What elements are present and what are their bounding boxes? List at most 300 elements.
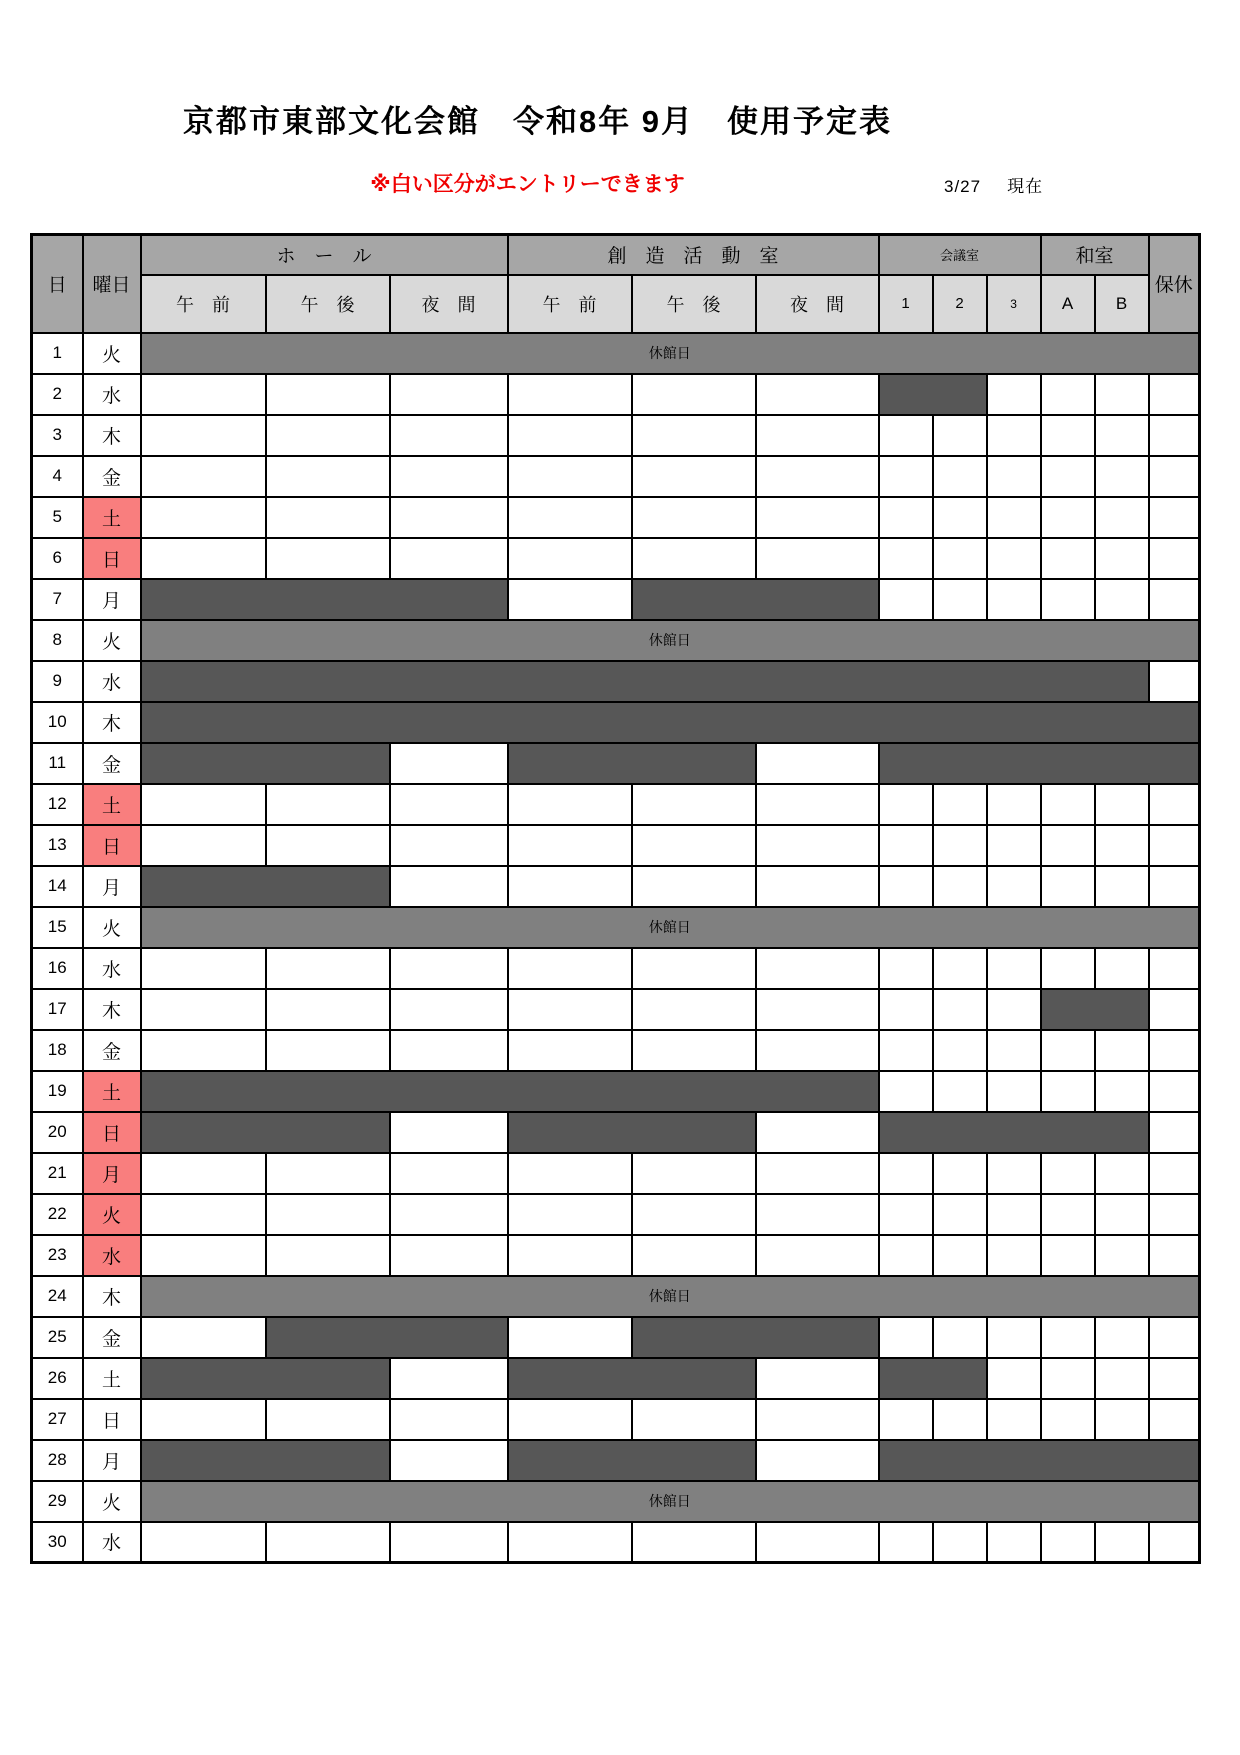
slot-cell-free-hall-pm[interactable] <box>266 538 390 579</box>
slot-cell-free-souzou-eve[interactable] <box>756 866 879 907</box>
as-of-date: 3/27 <box>944 177 982 196</box>
slot-cell-free-souzou-am[interactable] <box>508 1153 632 1194</box>
slot-cell-free-hall-eve[interactable] <box>390 784 508 825</box>
slot-cell-free-kaigi-3[interactable] <box>987 1194 1041 1235</box>
slot-cell-free-souzou-eve[interactable] <box>756 1522 879 1563</box>
slot-cell-free-hall-am[interactable] <box>141 948 266 989</box>
slot-cell-free-washitsu-b[interactable] <box>1095 825 1149 866</box>
slot-cell-free-kaigi-2[interactable] <box>933 825 987 866</box>
day-cell: 6 <box>32 538 83 579</box>
slot-cell-free-washitsu-a[interactable] <box>1041 1194 1095 1235</box>
slot-cell-free-hokyu[interactable] <box>1149 661 1200 702</box>
slot-cell-free-washitsu-b[interactable] <box>1095 415 1149 456</box>
slot-cell-free-souzou-am[interactable] <box>508 1522 632 1563</box>
slot-cell-free-hokyu[interactable] <box>1149 415 1200 456</box>
slot-cell-free-kaigi-1[interactable] <box>879 538 933 579</box>
table-row <box>32 1030 1200 1071</box>
slot-cell-free-souzou-am[interactable] <box>508 1235 632 1276</box>
page-title: 京都市東部文化会館 令和8年 9月 使用予定表 <box>182 104 893 139</box>
slot-cell-free-washitsu-b[interactable] <box>1095 579 1149 620</box>
slot-cell-free-hokyu[interactable] <box>1149 1112 1200 1153</box>
slot-cell-free-hall-eve[interactable] <box>390 1112 508 1153</box>
slot-cell-free-hokyu[interactable] <box>1149 1071 1200 1112</box>
slot-cell-free-hall-eve[interactable] <box>390 1030 508 1071</box>
slot-cell-free-souzou-pm[interactable] <box>632 1194 756 1235</box>
slot-cell-free-hokyu[interactable] <box>1149 1194 1200 1235</box>
slot-cell-free-souzou-eve[interactable] <box>756 415 879 456</box>
closed-day-cell: 休館日 <box>141 907 1200 948</box>
slot-cell-free-washitsu-a[interactable] <box>1041 1071 1095 1112</box>
slot-cell-free-hall-pm[interactable] <box>266 374 390 415</box>
table-row <box>32 415 1200 456</box>
slot-cell-free-souzou-am[interactable] <box>508 374 632 415</box>
slot-cell-free-souzou-pm[interactable] <box>632 866 756 907</box>
slot-cell-free-kaigi-1[interactable] <box>879 1153 933 1194</box>
weekday-cell: 水 <box>83 948 141 989</box>
slot-cell-free-hokyu[interactable] <box>1149 866 1200 907</box>
slot-cell-free-kaigi-1[interactable] <box>879 579 933 620</box>
slot-cell-free-kaigi-3[interactable] <box>987 1358 1041 1399</box>
weekday-cell: 土 <box>83 1071 141 1112</box>
slot-cell-free-hall-am[interactable] <box>141 1522 266 1563</box>
day-cell: 12 <box>32 784 83 825</box>
slot-cell-booked-washitsu-a <box>1041 989 1149 1030</box>
slot-cell-free-kaigi-3[interactable] <box>987 948 1041 989</box>
slot-cell-free-washitsu-a[interactable] <box>1041 415 1095 456</box>
slot-cell-free-kaigi-2[interactable] <box>933 538 987 579</box>
slot-cell-free-washitsu-b[interactable] <box>1095 1194 1149 1235</box>
slot-cell-free-souzou-pm[interactable] <box>632 948 756 989</box>
slot-cell-free-kaigi-3[interactable] <box>987 825 1041 866</box>
slot-cell-free-souzou-am[interactable] <box>508 1194 632 1235</box>
slot-cell-free-hall-eve[interactable] <box>390 415 508 456</box>
slot-cell-free-washitsu-a[interactable] <box>1041 784 1095 825</box>
column-header-day: 日 <box>32 235 83 333</box>
day-cell: 3 <box>32 415 83 456</box>
day-cell: 4 <box>32 456 83 497</box>
slot-cell-free-kaigi-1[interactable] <box>879 1399 933 1440</box>
slot-cell-free-souzou-eve[interactable] <box>756 497 879 538</box>
column-header-weekday: 曜日 <box>83 235 141 333</box>
slot-cell-free-hall-pm[interactable] <box>266 1194 390 1235</box>
weekday-cell: 火 <box>83 907 141 948</box>
day-cell: 22 <box>32 1194 83 1235</box>
slot-cell-free-hokyu[interactable] <box>1149 1153 1200 1194</box>
slot-cell-booked-hall-pm <box>266 1317 508 1358</box>
slot-cell-free-kaigi-1[interactable] <box>879 415 933 456</box>
slot-cell-free-kaigi-2[interactable] <box>933 497 987 538</box>
slot-cell-free-kaigi-3[interactable] <box>987 579 1041 620</box>
slot-cell-free-hall-am[interactable] <box>141 1399 266 1440</box>
slot-cell-free-souzou-eve[interactable] <box>756 743 879 784</box>
slot-cell-free-hall-eve[interactable] <box>390 1522 508 1563</box>
slot-cell-free-souzou-pm[interactable] <box>632 374 756 415</box>
slot-cell-free-hall-pm[interactable] <box>266 456 390 497</box>
slot-cell-free-kaigi-1[interactable] <box>879 1522 933 1563</box>
slot-cell-free-washitsu-a[interactable] <box>1041 538 1095 579</box>
day-cell: 19 <box>32 1071 83 1112</box>
slot-cell-free-hokyu[interactable] <box>1149 538 1200 579</box>
day-cell: 11 <box>32 743 83 784</box>
group-header-meeting-room: 会議室 <box>879 235 1041 275</box>
slot-cell-free-kaigi-3[interactable] <box>987 1071 1041 1112</box>
slot-cell-free-washitsu-a[interactable] <box>1041 1317 1095 1358</box>
slot-cell-free-hall-eve[interactable] <box>390 866 508 907</box>
slot-cell-free-kaigi-2[interactable] <box>933 1522 987 1563</box>
slot-cell-free-washitsu-b[interactable] <box>1095 948 1149 989</box>
slot-cell-free-kaigi-1[interactable] <box>879 1194 933 1235</box>
slot-cell-free-hall-eve[interactable] <box>390 1153 508 1194</box>
column-header-creative-pm: 午 後 <box>632 275 756 333</box>
slot-cell-free-souzou-am[interactable] <box>508 579 632 620</box>
slot-cell-booked-souzou-am <box>508 1440 756 1481</box>
slot-cell-free-hall-eve[interactable] <box>390 497 508 538</box>
slot-cell-free-hall-am[interactable] <box>141 1235 266 1276</box>
slot-cell-booked-souzou-pm <box>632 1317 879 1358</box>
table-row <box>32 743 1200 784</box>
slot-cell-free-kaigi-3[interactable] <box>987 866 1041 907</box>
table-row <box>32 1112 1200 1153</box>
slot-cell-free-kaigi-2[interactable] <box>933 456 987 497</box>
slot-cell-free-kaigi-1[interactable] <box>879 497 933 538</box>
slot-cell-free-kaigi-3[interactable] <box>987 1153 1041 1194</box>
slot-cell-booked-hall-am <box>141 1112 390 1153</box>
slot-cell-free-hall-am[interactable] <box>141 784 266 825</box>
weekday-cell: 土 <box>83 784 141 825</box>
slot-cell-free-souzou-pm[interactable] <box>632 989 756 1030</box>
entry-note: ※白い区分がエントリーできます <box>370 173 685 196</box>
weekday-cell: 火 <box>83 1481 141 1522</box>
slot-cell-free-washitsu-b[interactable] <box>1095 538 1149 579</box>
slot-cell-free-souzou-am[interactable] <box>508 784 632 825</box>
slot-cell-free-souzou-eve[interactable] <box>756 948 879 989</box>
weekday-cell: 金 <box>83 456 141 497</box>
slot-cell-free-kaigi-2[interactable] <box>933 948 987 989</box>
slot-cell-free-souzou-am[interactable] <box>508 415 632 456</box>
slot-cell-free-kaigi-3[interactable] <box>987 538 1041 579</box>
slot-cell-booked-souzou-am <box>508 1112 756 1153</box>
table-row <box>32 948 1200 989</box>
slot-cell-free-souzou-pm[interactable] <box>632 825 756 866</box>
slot-cell-booked-hall-am <box>141 1358 390 1399</box>
slot-cell-free-kaigi-2[interactable] <box>933 415 987 456</box>
slot-cell-free-souzou-am[interactable] <box>508 1399 632 1440</box>
slot-cell-free-hokyu[interactable] <box>1149 948 1200 989</box>
slot-cell-free-souzou-eve[interactable] <box>756 1030 879 1071</box>
slot-cell-booked-hall-am <box>141 743 390 784</box>
day-cell: 18 <box>32 1030 83 1071</box>
weekday-cell: 木 <box>83 415 141 456</box>
slot-cell-free-washitsu-a[interactable] <box>1041 1235 1095 1276</box>
slot-cell-free-hall-eve[interactable] <box>390 948 508 989</box>
slot-cell-booked-hall-am <box>141 702 1200 743</box>
slot-cell-free-hall-eve[interactable] <box>390 825 508 866</box>
slot-cell-free-washitsu-b[interactable] <box>1095 497 1149 538</box>
slot-cell-free-souzou-eve[interactable] <box>756 1399 879 1440</box>
weekday-cell: 水 <box>83 374 141 415</box>
slot-cell-free-hall-pm[interactable] <box>266 415 390 456</box>
slot-cell-free-washitsu-b[interactable] <box>1095 456 1149 497</box>
slot-cell-free-hokyu[interactable] <box>1149 1317 1200 1358</box>
slot-cell-free-hall-pm[interactable] <box>266 948 390 989</box>
slot-cell-free-washitsu-a[interactable] <box>1041 825 1095 866</box>
slot-cell-free-kaigi-3[interactable] <box>987 456 1041 497</box>
column-header-creative-evening: 夜 間 <box>756 275 879 333</box>
slot-cell-free-kaigi-1[interactable] <box>879 1317 933 1358</box>
slot-cell-free-kaigi-3[interactable] <box>987 374 1041 415</box>
slot-cell-free-hall-pm[interactable] <box>266 1235 390 1276</box>
slot-cell-free-hall-am[interactable] <box>141 497 266 538</box>
slot-cell-free-kaigi-3[interactable] <box>987 1030 1041 1071</box>
slot-cell-free-washitsu-b[interactable] <box>1095 784 1149 825</box>
slot-cell-free-souzou-pm[interactable] <box>632 1235 756 1276</box>
slot-cell-free-souzou-am[interactable] <box>508 1317 632 1358</box>
slot-cell-free-souzou-am[interactable] <box>508 538 632 579</box>
weekday-cell: 日 <box>83 538 141 579</box>
slot-cell-free-washitsu-a[interactable] <box>1041 866 1095 907</box>
slot-cell-free-hall-am[interactable] <box>141 825 266 866</box>
slot-cell-free-hokyu[interactable] <box>1149 989 1200 1030</box>
slot-cell-free-kaigi-2[interactable] <box>933 1153 987 1194</box>
slot-cell-free-hall-eve[interactable] <box>390 1358 508 1399</box>
slot-cell-free-hokyu[interactable] <box>1149 1030 1200 1071</box>
slot-cell-free-souzou-eve[interactable] <box>756 989 879 1030</box>
slot-cell-free-souzou-eve[interactable] <box>756 825 879 866</box>
slot-cell-free-kaigi-2[interactable] <box>933 1399 987 1440</box>
slot-cell-free-souzou-eve[interactable] <box>756 538 879 579</box>
slot-cell-free-hall-pm[interactable] <box>266 1522 390 1563</box>
slot-cell-free-kaigi-3[interactable] <box>987 415 1041 456</box>
weekday-cell: 月 <box>83 866 141 907</box>
slot-cell-free-washitsu-b[interactable] <box>1095 1030 1149 1071</box>
closed-day-cell: 休館日 <box>141 333 1200 374</box>
slot-cell-free-kaigi-1[interactable] <box>879 989 933 1030</box>
slot-cell-free-kaigi-2[interactable] <box>933 784 987 825</box>
slot-cell-free-hall-pm[interactable] <box>266 989 390 1030</box>
day-cell: 16 <box>32 948 83 989</box>
day-cell: 27 <box>32 1399 83 1440</box>
slot-cell-free-hokyu[interactable] <box>1149 784 1200 825</box>
slot-cell-free-washitsu-a[interactable] <box>1041 1030 1095 1071</box>
table-row <box>32 989 1200 1030</box>
slot-cell-free-hall-am[interactable] <box>141 1194 266 1235</box>
slot-cell-free-souzou-pm[interactable] <box>632 784 756 825</box>
slot-cell-free-hall-eve[interactable] <box>390 1235 508 1276</box>
slot-cell-free-hall-eve[interactable] <box>390 538 508 579</box>
slot-cell-free-kaigi-1[interactable] <box>879 456 933 497</box>
slot-cell-free-souzou-eve[interactable] <box>756 1112 879 1153</box>
slot-cell-free-hall-eve[interactable] <box>390 1440 508 1481</box>
slot-cell-free-kaigi-2[interactable] <box>933 866 987 907</box>
closed-day-cell: 休館日 <box>141 1481 1200 1522</box>
slot-cell-free-hokyu[interactable] <box>1149 1522 1200 1563</box>
slot-cell-free-souzou-pm[interactable] <box>632 1030 756 1071</box>
slot-cell-free-souzou-pm[interactable] <box>632 1153 756 1194</box>
day-cell: 26 <box>32 1358 83 1399</box>
slot-cell-free-souzou-pm[interactable] <box>632 497 756 538</box>
slot-cell-free-hall-pm[interactable] <box>266 1399 390 1440</box>
slot-cell-free-kaigi-2[interactable] <box>933 1235 987 1276</box>
slot-cell-free-souzou-eve[interactable] <box>756 784 879 825</box>
slot-cell-free-washitsu-b[interactable] <box>1095 374 1149 415</box>
slot-cell-free-hall-pm[interactable] <box>266 1153 390 1194</box>
day-cell: 8 <box>32 620 83 661</box>
slot-cell-free-kaigi-1[interactable] <box>879 948 933 989</box>
slot-cell-free-hall-eve[interactable] <box>390 1399 508 1440</box>
weekday-cell: 金 <box>83 1317 141 1358</box>
slot-cell-free-hall-am[interactable] <box>141 989 266 1030</box>
slot-cell-free-kaigi-1[interactable] <box>879 1235 933 1276</box>
slot-cell-free-kaigi-1[interactable] <box>879 866 933 907</box>
slot-cell-free-souzou-am[interactable] <box>508 866 632 907</box>
slot-cell-free-kaigi-2[interactable] <box>933 579 987 620</box>
table-row <box>32 1317 1200 1358</box>
slot-cell-free-hokyu[interactable] <box>1149 579 1200 620</box>
slot-cell-free-souzou-am[interactable] <box>508 989 632 1030</box>
table-row <box>32 374 1200 415</box>
slot-cell-free-hokyu[interactable] <box>1149 456 1200 497</box>
slot-cell-booked-hall-am <box>141 579 508 620</box>
slot-cell-free-hall-pm[interactable] <box>266 497 390 538</box>
slot-cell-free-hall-am[interactable] <box>141 1317 266 1358</box>
slot-cell-free-souzou-eve[interactable] <box>756 1153 879 1194</box>
slot-cell-free-washitsu-a[interactable] <box>1041 579 1095 620</box>
slot-cell-free-hokyu[interactable] <box>1149 1358 1200 1399</box>
slot-cell-free-hokyu[interactable] <box>1149 497 1200 538</box>
slot-cell-free-souzou-eve[interactable] <box>756 456 879 497</box>
slot-cell-free-souzou-am[interactable] <box>508 1030 632 1071</box>
column-header-meeting-3: 3 <box>987 275 1041 333</box>
slot-cell-free-washitsu-b[interactable] <box>1095 1153 1149 1194</box>
day-cell: 7 <box>32 579 83 620</box>
slot-cell-free-souzou-eve[interactable] <box>756 1358 879 1399</box>
slot-cell-free-souzou-pm[interactable] <box>632 1522 756 1563</box>
slot-cell-free-souzou-pm[interactable] <box>632 415 756 456</box>
slot-cell-free-hall-am[interactable] <box>141 538 266 579</box>
slot-cell-free-souzou-eve[interactable] <box>756 1235 879 1276</box>
slot-cell-free-souzou-am[interactable] <box>508 497 632 538</box>
weekday-cell: 土 <box>83 1358 141 1399</box>
slot-cell-free-hokyu[interactable] <box>1149 1399 1200 1440</box>
table-row <box>32 1358 1200 1399</box>
slot-cell-free-hall-pm[interactable] <box>266 1030 390 1071</box>
slot-cell-free-hall-am[interactable] <box>141 415 266 456</box>
slot-cell-free-washitsu-b[interactable] <box>1095 1358 1149 1399</box>
slot-cell-free-washitsu-a[interactable] <box>1041 497 1095 538</box>
slot-cell-free-kaigi-1[interactable] <box>879 825 933 866</box>
slot-cell-free-hall-pm[interactable] <box>266 825 390 866</box>
weekday-cell: 土 <box>83 497 141 538</box>
slot-cell-free-kaigi-2[interactable] <box>933 1317 987 1358</box>
slot-cell-free-hokyu[interactable] <box>1149 1235 1200 1276</box>
slot-cell-free-kaigi-3[interactable] <box>987 1317 1041 1358</box>
slot-cell-free-kaigi-2[interactable] <box>933 1071 987 1112</box>
slot-cell-free-washitsu-b[interactable] <box>1095 1235 1149 1276</box>
day-cell: 25 <box>32 1317 83 1358</box>
day-cell: 13 <box>32 825 83 866</box>
slot-cell-free-hall-eve[interactable] <box>390 989 508 1030</box>
slot-cell-free-souzou-eve[interactable] <box>756 374 879 415</box>
slot-cell-free-washitsu-a[interactable] <box>1041 1358 1095 1399</box>
day-cell: 21 <box>32 1153 83 1194</box>
slot-cell-free-hall-eve[interactable] <box>390 374 508 415</box>
slot-cell-free-hokyu[interactable] <box>1149 374 1200 415</box>
slot-cell-free-hall-am[interactable] <box>141 456 266 497</box>
slot-cell-free-kaigi-2[interactable] <box>933 1030 987 1071</box>
slot-cell-free-kaigi-1[interactable] <box>879 1030 933 1071</box>
table-row <box>32 1071 1200 1112</box>
slot-cell-free-washitsu-a[interactable] <box>1041 1399 1095 1440</box>
slot-cell-free-souzou-am[interactable] <box>508 456 632 497</box>
slot-cell-free-washitsu-b[interactable] <box>1095 866 1149 907</box>
slot-cell-booked-kaigi-1 <box>879 1440 1200 1481</box>
slot-cell-free-souzou-pm[interactable] <box>632 456 756 497</box>
slot-cell-free-souzou-eve[interactable] <box>756 1194 879 1235</box>
column-header-hall-evening: 夜 間 <box>390 275 508 333</box>
slot-cell-free-hall-pm[interactable] <box>266 784 390 825</box>
slot-cell-free-washitsu-b[interactable] <box>1095 1071 1149 1112</box>
table-row <box>32 1522 1200 1563</box>
slot-cell-free-souzou-eve[interactable] <box>756 1440 879 1481</box>
slot-cell-free-kaigi-3[interactable] <box>987 497 1041 538</box>
table-row <box>32 456 1200 497</box>
slot-cell-free-hokyu[interactable] <box>1149 825 1200 866</box>
slot-cell-free-kaigi-3[interactable] <box>987 989 1041 1030</box>
slot-cell-free-souzou-pm[interactable] <box>632 1399 756 1440</box>
slot-cell-free-hall-eve[interactable] <box>390 743 508 784</box>
slot-cell-free-washitsu-b[interactable] <box>1095 1522 1149 1563</box>
slot-cell-free-hall-am[interactable] <box>141 1030 266 1071</box>
slot-cell-free-kaigi-3[interactable] <box>987 1399 1041 1440</box>
slot-cell-free-washitsu-a[interactable] <box>1041 374 1095 415</box>
as-of-stamp <box>944 172 1043 197</box>
slot-cell-free-washitsu-b[interactable] <box>1095 1399 1149 1440</box>
slot-cell-free-hall-am[interactable] <box>141 1153 266 1194</box>
slot-cell-free-souzou-pm[interactable] <box>632 538 756 579</box>
slot-cell-free-hall-eve[interactable] <box>390 456 508 497</box>
slot-cell-booked-souzou-am <box>508 743 756 784</box>
schedule-table <box>30 233 1201 1564</box>
table-row <box>32 1235 1200 1276</box>
day-cell: 1 <box>32 333 83 374</box>
column-header-hall-am: 午 前 <box>141 275 266 333</box>
column-header-meeting-2: 2 <box>933 275 987 333</box>
slot-cell-free-washitsu-b[interactable] <box>1095 1317 1149 1358</box>
slot-cell-free-kaigi-1[interactable] <box>879 784 933 825</box>
slot-cell-free-hall-eve[interactable] <box>390 1194 508 1235</box>
table-row <box>32 907 1200 948</box>
slot-cell-free-hall-am[interactable] <box>141 374 266 415</box>
slot-cell-free-washitsu-a[interactable] <box>1041 456 1095 497</box>
slot-cell-free-washitsu-a[interactable] <box>1041 1522 1095 1563</box>
weekday-cell: 木 <box>83 702 141 743</box>
slot-cell-free-kaigi-3[interactable] <box>987 1235 1041 1276</box>
slot-cell-free-souzou-am[interactable] <box>508 948 632 989</box>
slot-cell-free-souzou-am[interactable] <box>508 825 632 866</box>
closed-day-cell: 休館日 <box>141 1276 1200 1317</box>
slot-cell-free-kaigi-3[interactable] <box>987 1522 1041 1563</box>
slot-cell-free-kaigi-3[interactable] <box>987 784 1041 825</box>
slot-cell-free-kaigi-1[interactable] <box>879 1071 933 1112</box>
weekday-cell: 日 <box>83 1399 141 1440</box>
slot-cell-free-kaigi-2[interactable] <box>933 989 987 1030</box>
slot-cell-free-washitsu-a[interactable] <box>1041 948 1095 989</box>
weekday-cell: 金 <box>83 743 141 784</box>
table-row <box>32 1399 1200 1440</box>
slot-cell-free-washitsu-a[interactable] <box>1041 1153 1095 1194</box>
slot-cell-free-kaigi-2[interactable] <box>933 1194 987 1235</box>
table-row <box>32 661 1200 702</box>
